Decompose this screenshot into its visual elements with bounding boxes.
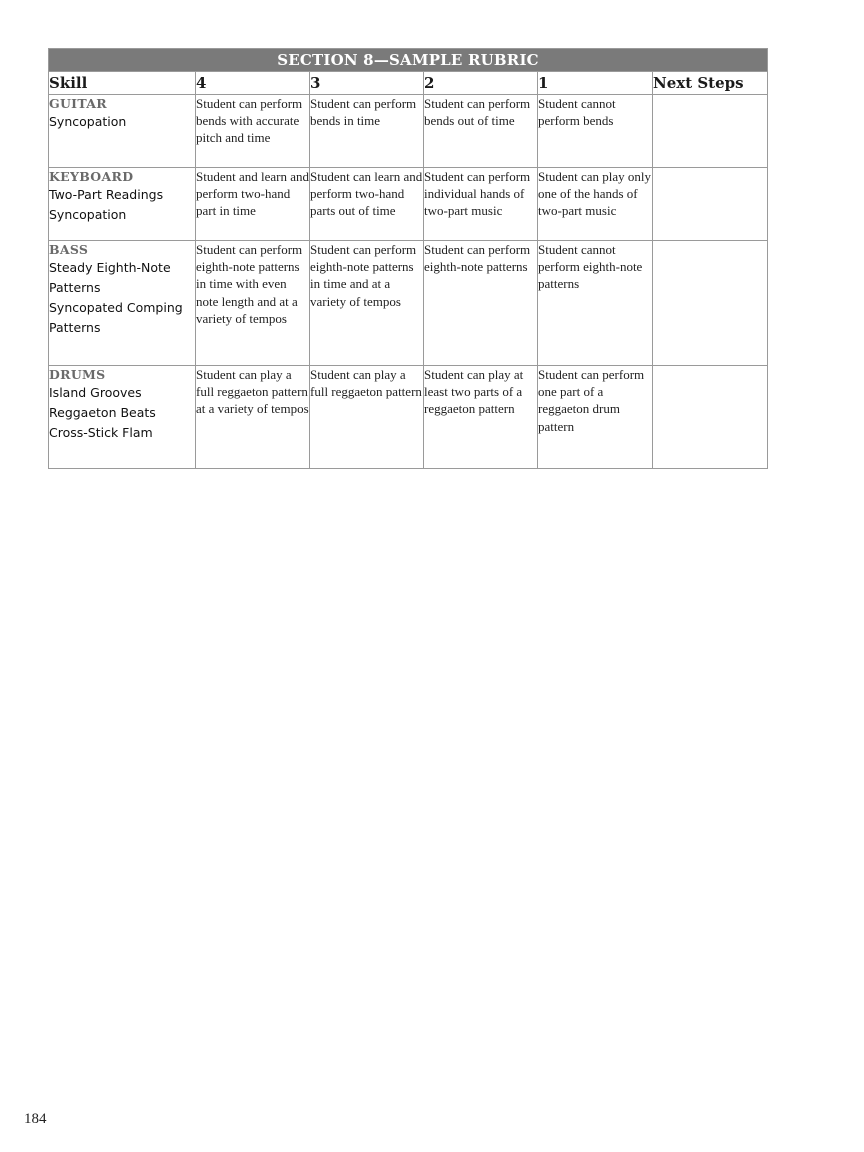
skill-cell	[49, 366, 196, 469]
level-2-cell: Student can play at least two parts of a reggaeton pattern	[424, 366, 538, 469]
table-row-guitar	[49, 95, 768, 168]
level-3-cell: Student can perform eighth-note patterns in time and at a variety of tempos	[310, 241, 424, 366]
level-1-cell: Student can play only one of the hands of two-part music	[538, 168, 653, 241]
skill-cell	[49, 95, 196, 168]
level-2-cell: Student can perform eighth-note patterns	[424, 241, 538, 366]
skill-cell	[49, 168, 196, 241]
category-label: KEYBOARD	[49, 169, 134, 184]
rubric-table	[48, 48, 768, 469]
category-label: BASS	[49, 242, 89, 257]
skill-label: Cross-Stick Flam	[49, 425, 153, 440]
skill-label: Syncopation	[49, 114, 127, 129]
table-row-keyboard	[49, 168, 768, 241]
level-3-cell: Student can perform bends in time	[310, 95, 424, 168]
table-row-drums	[49, 366, 768, 469]
level-4-cell: Student can perform eighth-note patterns in time with even note length and at a variety of tempos	[196, 241, 310, 366]
header-level-1: 1	[538, 72, 653, 95]
category-label: GUITAR	[49, 96, 107, 111]
title-row	[49, 49, 768, 72]
skill-label: Reggaeton Beats	[49, 405, 156, 420]
skill-label: Two-Part Readings	[49, 187, 164, 202]
level-2-cell: Student can perform bends out of time	[424, 95, 538, 168]
header-level-2: 2	[424, 72, 538, 95]
level-4-cell: Student can play a full reggaeton pattern at a variety of tempos	[196, 366, 310, 469]
header-next-steps: Next Steps	[653, 72, 768, 95]
level-1-cell: Student cannot perform eighth-note patterns	[538, 241, 653, 366]
next-steps-cell	[653, 168, 768, 241]
next-steps-cell	[653, 95, 768, 168]
skill-label: Island Grooves	[49, 385, 142, 400]
category-label: DRUMS	[49, 367, 106, 382]
next-steps-cell	[653, 241, 768, 366]
level-3-cell: Student can play a full reggaeton pattern	[310, 366, 424, 469]
skill-label: Steady Eighth-Note Patterns	[49, 260, 171, 295]
level-2-cell: Student can perform individual hands of two-part music	[424, 168, 538, 241]
header-level-3: 3	[310, 72, 424, 95]
rubric-title: SECTION 8—SAMPLE RUBRIC	[49, 49, 768, 72]
level-1-cell: Student cannot perform bends	[538, 95, 653, 168]
skill-label: Syncopated Comping Patterns	[49, 300, 183, 335]
level-4-cell: Student can perform bends with accurate pitch and time	[196, 95, 310, 168]
header-level-4: 4	[196, 72, 310, 95]
level-1-cell: Student can perform one part of a reggaeton drum pattern	[538, 366, 653, 469]
header-skill: Skill	[49, 72, 196, 95]
page-number: 184	[24, 1111, 47, 1127]
level-3-cell: Student can learn and perform two-hand parts out of time	[310, 168, 424, 241]
skill-label: Syncopation	[49, 207, 127, 222]
next-steps-cell	[653, 366, 768, 469]
header-row	[49, 72, 768, 95]
table-row-bass	[49, 241, 768, 366]
level-4-cell: Student and learn and perform two-hand part in time	[196, 168, 310, 241]
skill-cell	[49, 241, 196, 366]
